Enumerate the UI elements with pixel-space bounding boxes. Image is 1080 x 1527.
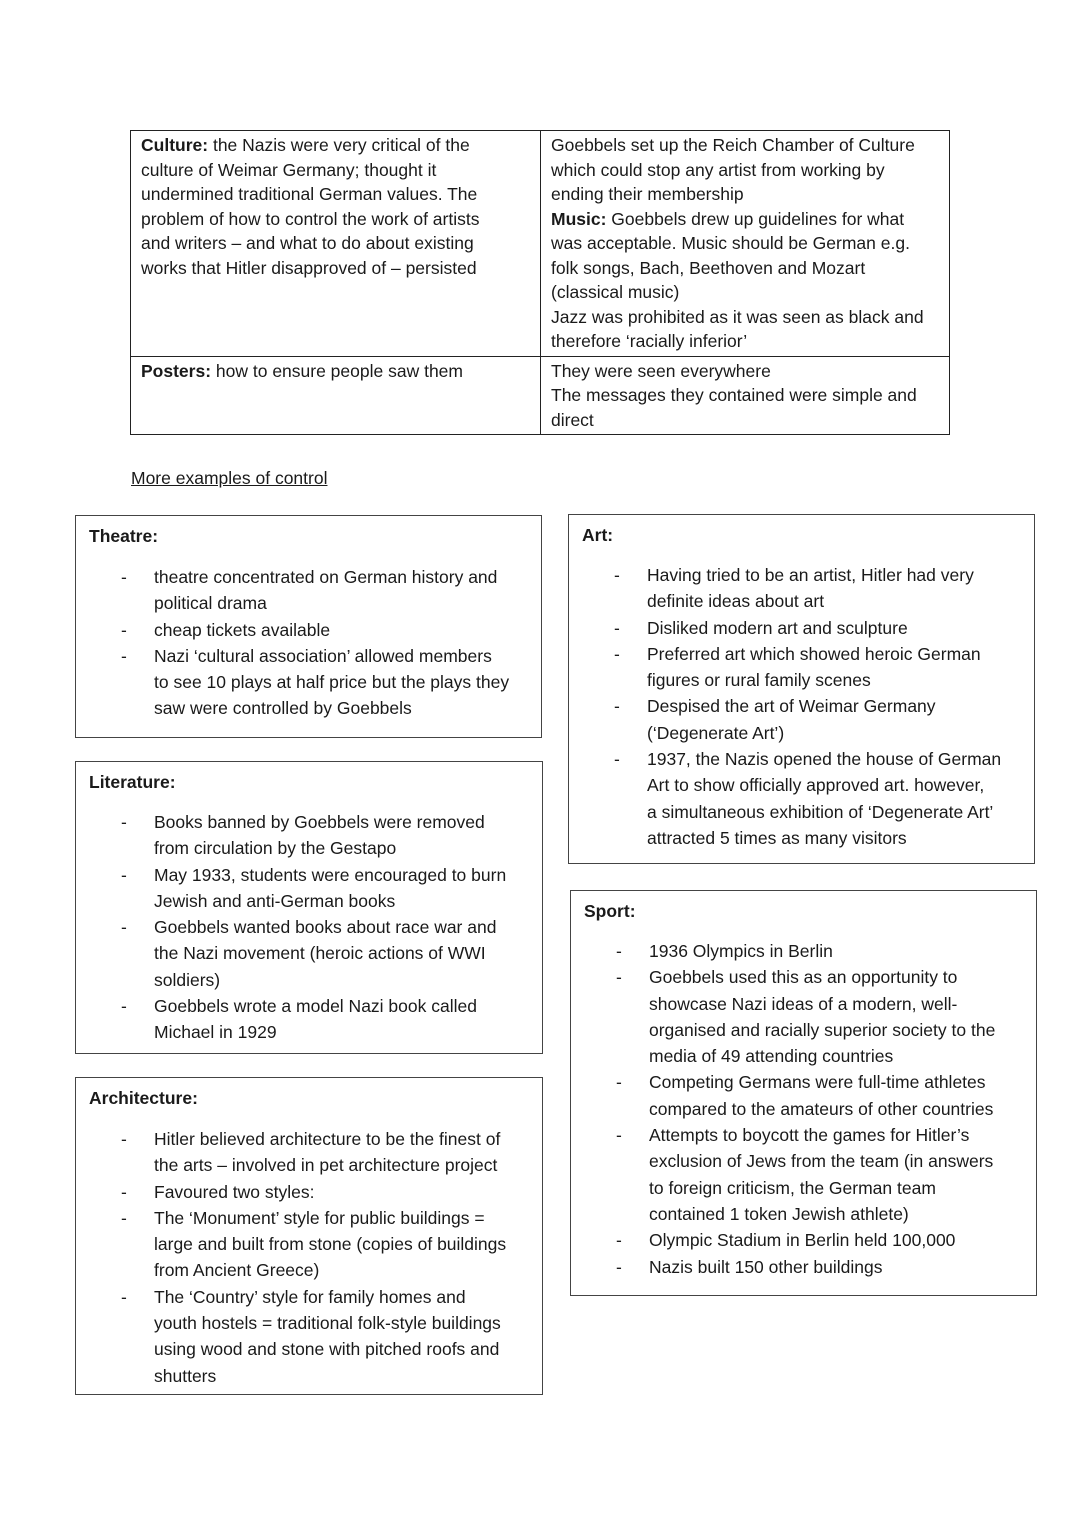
bullet-dash: - <box>121 812 127 832</box>
bullet-dash: - <box>616 1230 622 1251</box>
list-item-line: The ‘Monument’ style for public buildings = <box>154 1207 485 1228</box>
posters-cell: Posters: how to ensure people saw them <box>131 356 541 435</box>
list-item <box>76 809 534 862</box>
bullet-dash: - <box>121 1207 127 1228</box>
list-item-line: exclusion of Jews from the team (in answers <box>649 1151 994 1172</box>
list-item-line: May 1933, students were encouraged to burn <box>154 864 507 885</box>
list-item <box>76 862 534 915</box>
culture-cell: Culture: the Nazis were very critical of the culture of Weimar Germany; thought it undermined traditional German values. The problem of how to control the work of artists and writers – and what to do about existing works that Hitler disapproved of – persisted <box>131 131 541 357</box>
bullet-dash: - <box>616 1256 622 1277</box>
list-item <box>76 1205 534 1284</box>
architecture-title: Architecture: <box>89 1088 198 1108</box>
literature-list <box>76 809 534 1046</box>
list-item <box>76 993 534 1046</box>
list-item-line: Art to show officially approved art. however, <box>647 775 985 796</box>
bullet-dash: - <box>121 619 127 640</box>
list-item-line: the arts – involved in pet architecture project <box>154 1155 498 1176</box>
art-list <box>569 562 1026 851</box>
list-item-line: Disliked modern art and sculpture <box>647 617 908 638</box>
theatre-title: Theatre: <box>89 526 159 546</box>
sport-box <box>570 890 1037 1296</box>
architecture-box <box>75 1077 543 1395</box>
bullet-dash: - <box>121 864 127 885</box>
list-item-line: shutters <box>154 1365 217 1386</box>
list-item-line: Despised the art of Weimar Germany <box>647 696 936 717</box>
list-item <box>571 1227 1028 1253</box>
list-item-line: youth hostels = traditional folk-style buildings <box>154 1313 501 1334</box>
list-item-line: Nazi ‘cultural association’ allowed members <box>154 645 492 666</box>
bullet-dash: - <box>614 749 620 770</box>
architecture-list <box>76 1126 534 1389</box>
list-item-line: political drama <box>154 593 267 614</box>
theatre-list <box>76 564 533 722</box>
list-item-line: cheap tickets available <box>154 619 331 640</box>
list-item <box>569 746 1026 851</box>
list-item-line: Goebbels used this as an opportunity to <box>649 967 958 988</box>
list-item <box>76 1126 534 1179</box>
list-item-line: Goebbels wrote a model Nazi book called <box>154 996 477 1017</box>
list-item <box>571 1069 1028 1122</box>
list-item-line: The ‘Country’ style for family homes and <box>154 1286 466 1307</box>
theatre-box <box>75 515 542 738</box>
posters-detail-cell: They were seen everywhere The messages they contained were simple and direct <box>541 356 950 435</box>
list-item-line: Michael in 1929 <box>154 1022 277 1043</box>
list-item <box>569 641 1026 694</box>
list-item-line: a simultaneous exhibition of ‘Degenerate Art’ <box>647 801 994 822</box>
list-item <box>569 562 1026 615</box>
list-item-line: large and built from stone (copies of buildings <box>154 1234 507 1255</box>
list-item <box>76 617 533 643</box>
bullet-dash: - <box>121 917 127 938</box>
bullet-dash: - <box>121 1129 127 1149</box>
literature-box <box>75 761 543 1054</box>
list-item-line: using wood and stone with pitched roofs and <box>154 1339 500 1360</box>
art-title: Art: <box>582 525 614 545</box>
list-item-line: 1937, the Nazis opened the house of German <box>647 749 1002 770</box>
list-item <box>571 1254 1028 1280</box>
list-item-line: saw were controlled by Goebbels <box>154 698 412 719</box>
list-item-line: figures or rural family scenes <box>647 670 871 691</box>
art-box <box>568 514 1035 864</box>
culture-label: Culture: <box>141 135 209 155</box>
bullet-dash: - <box>616 1125 622 1146</box>
summary-table <box>130 130 950 435</box>
literature-title: Literature: <box>89 772 176 792</box>
list-item-line: Olympic Stadium in Berlin held 100,000 <box>649 1230 956 1251</box>
list-item <box>76 643 533 722</box>
table-row <box>131 131 950 357</box>
list-item <box>571 964 1028 1069</box>
bullet-dash: - <box>614 643 620 664</box>
list-item-line: showcase Nazi ideas of a modern, well- <box>649 993 958 1014</box>
list-item-line: Goebbels wanted books about race war and <box>154 917 497 938</box>
list-item-line: Having tried to be an artist, Hitler had very <box>647 565 974 585</box>
list-item-line: Favoured two styles: <box>154 1181 315 1202</box>
list-item <box>76 1179 534 1205</box>
list-item-line: definite ideas about art <box>647 591 825 612</box>
list-item <box>76 564 533 617</box>
list-item-line: Hitler believed architecture to be the finest of <box>154 1129 501 1149</box>
list-item-line: the Nazi movement (heroic actions of WWI <box>154 943 486 964</box>
list-item-line: Jewish and anti-German books <box>154 890 396 911</box>
list-item-line: soldiers) <box>154 969 221 990</box>
list-item-line: organised and racially superior society to the <box>649 1019 996 1040</box>
music-label: Music: <box>551 208 607 229</box>
sport-list <box>571 938 1028 1280</box>
bullet-dash: - <box>616 967 622 988</box>
list-item-line: Nazis built 150 other buildings <box>649 1256 883 1277</box>
list-item-line: (‘Degenerate Art’) <box>647 722 785 743</box>
list-item <box>76 1284 534 1389</box>
list-item <box>571 938 1028 964</box>
list-item-line: attracted 5 times as many visitors <box>647 827 907 848</box>
list-item <box>569 693 1026 746</box>
list-item-line: Preferred art which showed heroic German <box>647 643 981 664</box>
list-item-line: Books banned by Goebbels were removed <box>154 812 485 832</box>
list-item <box>76 914 534 993</box>
list-item-line: 1936 Olympics in Berlin <box>649 941 833 961</box>
bullet-dash: - <box>121 645 127 666</box>
table-row <box>131 356 950 435</box>
list-item <box>571 1122 1028 1227</box>
posters-label: Posters: <box>141 360 212 381</box>
bullet-dash: - <box>614 565 620 585</box>
list-item-line: Attempts to boycott the games for Hitler’s <box>649 1125 970 1146</box>
bullet-dash: - <box>121 1286 127 1307</box>
bullet-dash: - <box>614 696 620 717</box>
list-item-line: to foreign criticism, the German team <box>649 1177 936 1198</box>
list-item-line: Competing Germans were full-time athletes <box>649 1072 986 1093</box>
list-item <box>569 615 1026 641</box>
bullet-dash: - <box>121 1181 127 1202</box>
bullet-dash: - <box>121 567 127 587</box>
bullet-dash: - <box>616 941 622 961</box>
culture-detail-cell: Goebbels set up the Reich Chamber of Culture which could stop any artist from working by ending their membership Music: Goebbels drew up guidelines for what was acceptable. Music should be German e.g. folk songs, Bach, Beethoven and Mozart (classical music) Jazz was prohibited as it was seen as black and therefore ‘racially inferior’ <box>541 131 950 357</box>
bullet-dash: - <box>614 617 620 638</box>
bullet-dash: - <box>616 1072 622 1093</box>
list-item-line: theatre concentrated on German history and <box>154 567 498 587</box>
sport-title: Sport: <box>584 901 636 921</box>
list-item-line: media of 49 attending countries <box>649 1046 894 1067</box>
list-item-line: compared to the amateurs of other countries <box>649 1098 994 1119</box>
bullet-dash: - <box>121 996 127 1017</box>
list-item-line: from circulation by the Gestapo <box>154 838 397 859</box>
list-item-line: contained 1 token Jewish athlete) <box>649 1203 909 1224</box>
list-item-line: from Ancient Greece) <box>154 1260 320 1281</box>
list-item-line: to see 10 plays at half price but the plays they <box>154 672 510 693</box>
section-heading: More examples of control <box>131 468 328 488</box>
